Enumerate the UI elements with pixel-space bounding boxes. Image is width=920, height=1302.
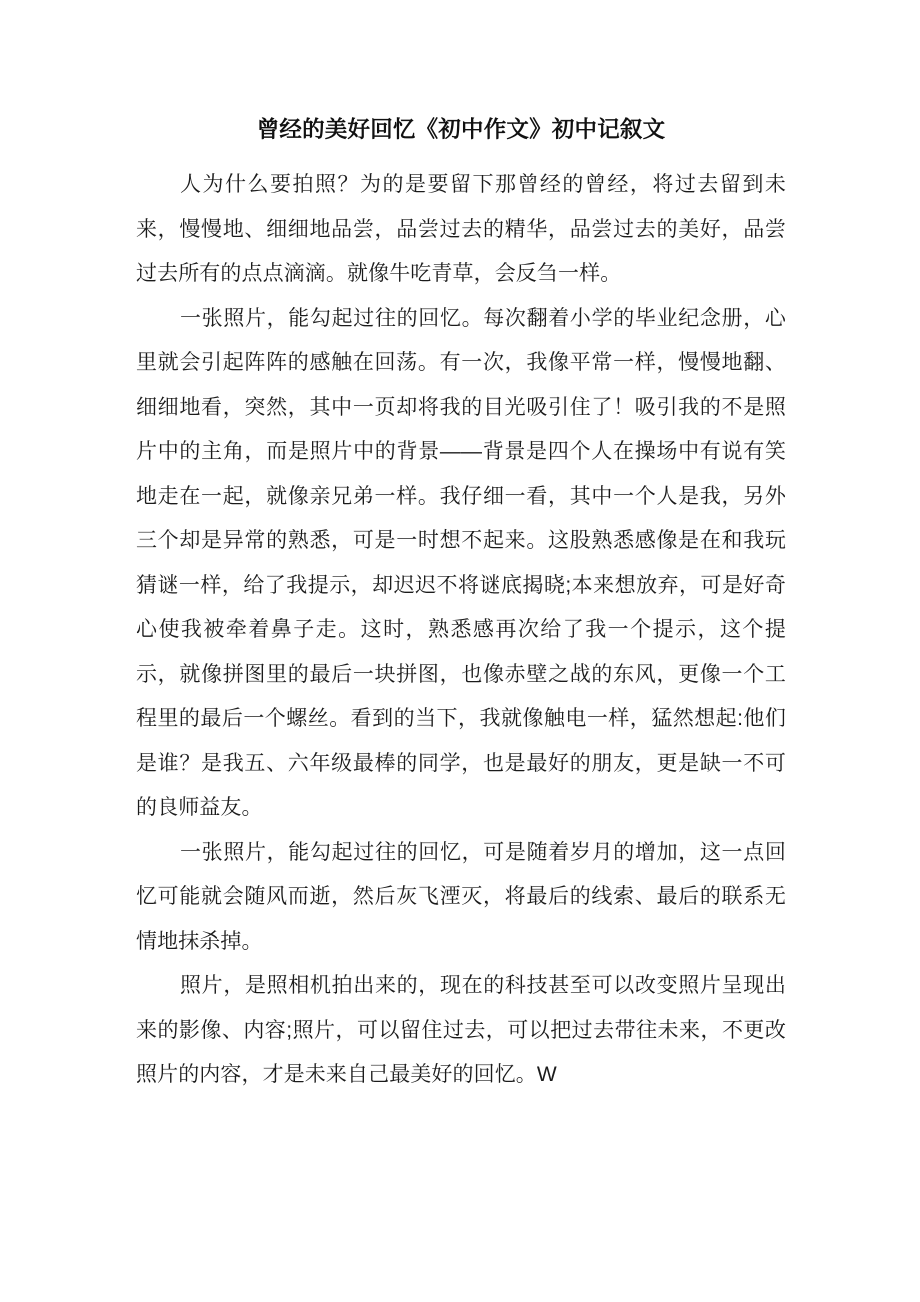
paragraph-2: 一张照片，能勾起过往的回忆。每次翻着小学的毕业纪念册，心里就会引起阵阵的感触在回荡。有一次，我像平常一样，慢慢地翻、细细地看，突然，其中一页却将我的目光吸引住了！吸引我的不是照片中的主角，而是照片中的背景——背景是四个人在操场中有说有笑地走在一起，就像亲兄弟一样。我仔细一看，其中一个人是我，另外三个却是异常的熟悉，可是一时想不起来。这股熟悉感像是在和我玩猜谜一样，给了我提示，却迟迟不将谜底揭晓;本来想放弃，可是好奇心使我被牵着鼻子走。这时，熟悉感再次给了我一个提示，这个提示，就像拼图里的最后一块拼图，也像赤壁之战的东风，更像一个工程里的最后一个螺丝。看到的当下，我就像触电一样，猛然想起:他们是谁？是我五、六年级最棒的同学，也是最好的朋友，更是缺一不可的良师益友。 bbox=[136, 306, 786, 819]
paragraph-3: 一张照片，能勾起过往的回忆，可是随着岁月的增加，这一点回忆可能就会随风而逝，然后灰飞湮灭，将最后的线索、最后的联系无情地抹杀掉。 bbox=[136, 840, 786, 953]
page-title: 曾经的美好回忆《初中作文》初中记叙文 bbox=[256, 117, 666, 142]
paragraph-4: 照片，是照相机拍出来的，现在的科技甚至可以改变照片呈现出来的影像、内容;照片，可以留住过去，可以把过去带往未来，不更改照片的内容，才是未来自己最美好的回忆。W bbox=[136, 974, 786, 1086]
paragraph-1: 人为什么要拍照？为的是要留下那曾经的曾经，将过去留到未来，慢慢地、细细地品尝，品尝过去的精华，品尝过去的美好，品尝过去所有的点点滴滴。就像牛吃青草，会反刍一样。 bbox=[136, 173, 786, 285]
document-body bbox=[136, 108, 786, 1098]
